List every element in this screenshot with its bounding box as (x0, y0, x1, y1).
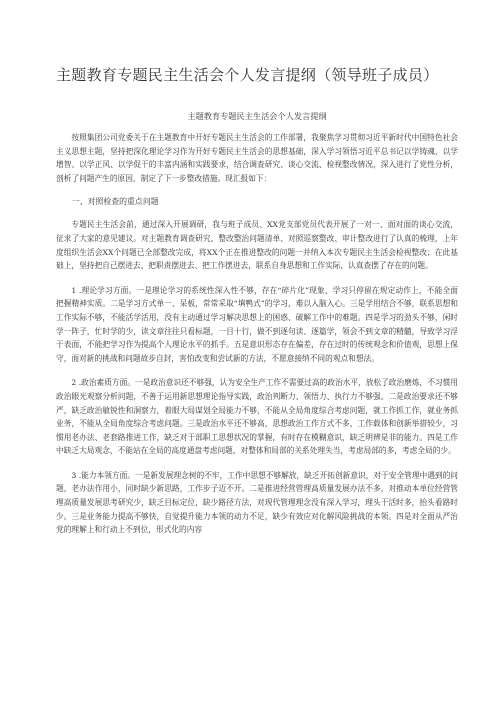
intro-paragraph: 按照集团公司党委关于在主题教育中开好专题民主生活会的工作部署，我聚焦学习贯彻习近平新时代中国特色社会主义思想主题，坚持把深化理论学习作为开好专题民主生活会的思想基础，深入学习领悟习近平总书记以学铸魂、以学增智、以学正风、以学促干的丰富内涵和实践要求，结合调查研究、谈心交流、检视整改情况，深入进行了党性分析，剖析了问题产生的原因，制定了下一步整改措施。现汇报如下： (56, 133, 458, 183)
section1-intro-paragraph: 专题民主生活会前，通过深入开展调研，我与班子成员、XX党支部党员代表开展了一对一、面对面的谈心交流，征求了大家的意见建议。对主题教育调查研究、整改整治问题清单、对照巡察整改、审计整改进行了认真的梳理，上年度组织生活会XX个问题已全部整改完成，将XX个正在推进整改的问题一并纳入本次专题民主生活会检视整改；在此基础上，坚持把自己摆进去、把职责摆进去、把工作摆进去，联系自身思想和工作实际，认真查摆了存在的问题。 (56, 220, 458, 271)
point-3-paragraph: 3 .能力本领方面。一是新发展理念树的不牢，工作中思想不够解放，缺乏开拓创新意识，对于安全管理中遇到的问题，老办法作用小，同时缺少新思路，工作步子迈不开。二是推进经营管理高质量发展办法不多，对推动本单位经营管理高质量发展思考研究少，缺乏目标定位，缺少路径方法，对现代管理理念没有深入学习，理头干活时多，抬头看路时少。三是业务能力提高不够快，自觉提升能力本领的动力不足，缺少有效应对化解风险挑战的本领。四是对全面从严治党的理解上和行动上不到位，形式化的内容 (56, 470, 458, 535)
point-1-paragraph: 1 .理论学习方面。一是理论学习的系统性深入性不够，存在“碎片化”现象，学习只停留在规定动作上，不能全面把握精神实质。二是学习方式单一、呆板，常常采取“填鸭式”的学习，难以入脑入心。三是学用结合不够，联系思想和工作实际不够，不能活学活用，没有主动通过学习解决思想上的困惑、破解工作中的难题。四是学习的劲头不够，闲时学一阵子，忙时学的少，读文章往往只看标题，一目十行，做不到逐句读、逐篇学，领会不到文章的精髓，导致学习浮于表面，不能把学习作为提高个人理论水平的抓手。五是意识形态存在偏差，存在过时的传统观念和价值观，思想上保守，面对新的挑战和问题故步自封，害怕改变和尝试新的方法，不愿意接纳不同的观点和想法。 (56, 285, 458, 363)
document-title: 主题教育专题民主生活会个人发言提纲（领导班子成员） (56, 66, 439, 84)
point-2-paragraph: 2 .政治素质方面。一是政治意识还不够强，认为安全生产工作不需要过高的政治水平，放松了政治磨炼，不习惯用政治眼光观察分析问题，不善于运用新思想理论指导实践，政治判断力、领悟力、执行力不够强。二是政治要求还不够严，缺乏政治敏锐性和洞察力，着眼大局谋划全局能力不够，不能从全局角度综合考虑问题，就工作抓工作，就业务抓业务，不能从全局角度综合考虑问题。三是政治水平还不够高，思想政治工作方式不多，工作载体和创新举措较少，习惯用老办法、老套路推进工作，缺乏对于部职工思想状况的掌握，有时存在模糊意识，缺乏明辨是非的能力。四是工作中缺乏大局观念，不能站在全局的高度通盘考虑问题，对整体和局部的关系处理失当，考虑局部的多，考虑全局的少。 (56, 378, 458, 456)
document-subtitle: 主题教育专题民主生活会个人发言提纲 (187, 111, 327, 121)
section-heading-1: 一、对照检查的重点问题 (71, 197, 159, 207)
